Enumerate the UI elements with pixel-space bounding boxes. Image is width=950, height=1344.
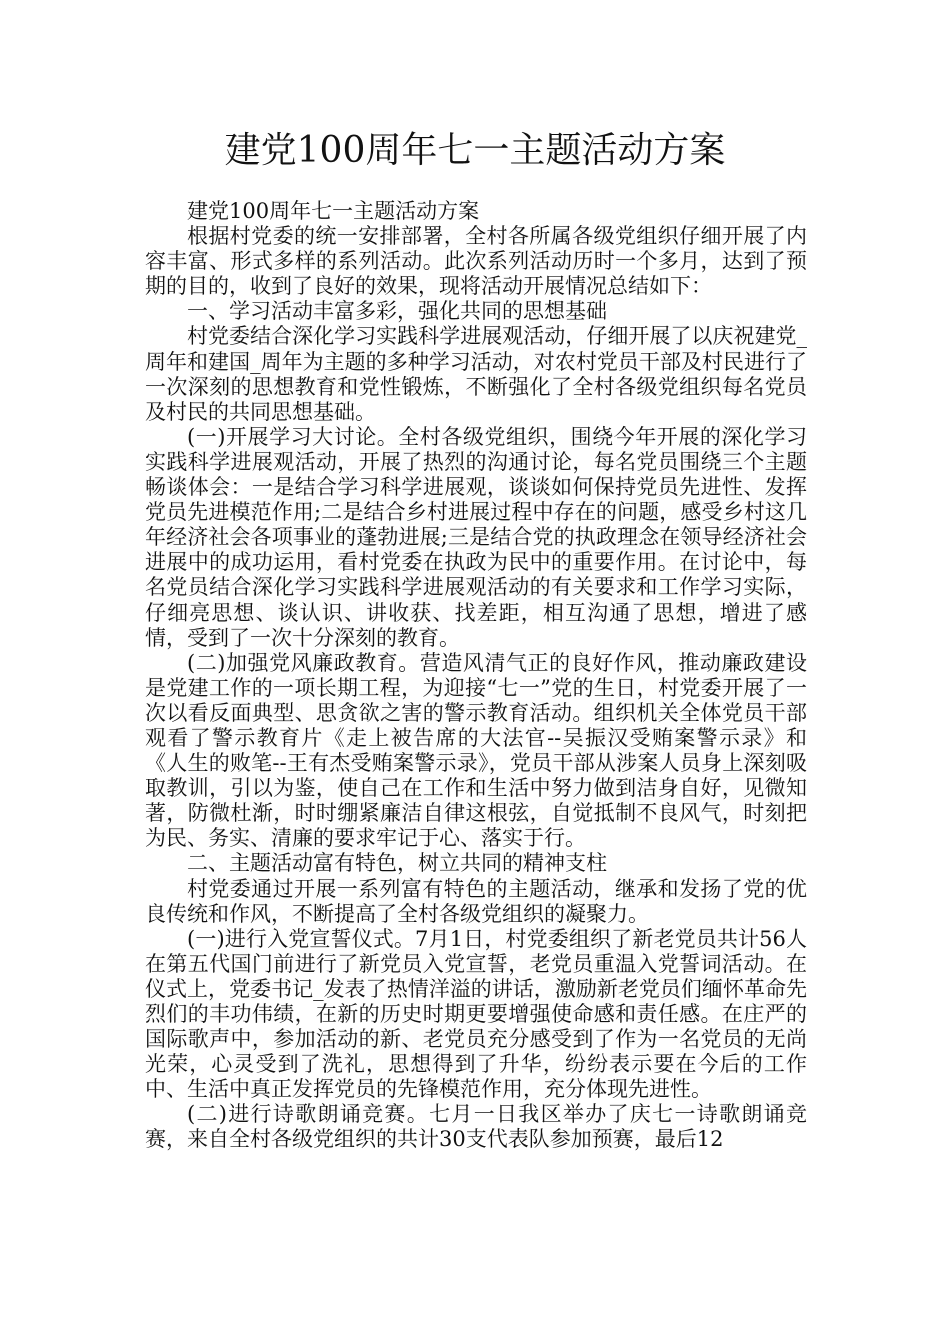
paragraph: (一)开展学习大讨论。全村各级党组织，围绕今年开展的深化学习实践科学进展观活动，开展了热烈的沟通讨论，每名党员围绕三个主题畅谈体会：一是结合学习科学进展观，谈谈如何保持党员先进性、发挥党员先进模范作用;二是结合乡村进展过程中存在的问题，感受乡村这几年经济社会各项事业的蓬勃进展;三是结合党的执政理念在领导经济社会进展中的成功运用，看村党委在执政为民中的重要作用。在讨论中，每名党员结合深化学习实践科学进展观活动的有关要求和工作学习实际，仔细亮思想、谈认识、讲收获、找差距，相互沟通了思想，增进了感情，受到了一次十分深刻的教育。 [145, 424, 807, 650]
section-heading-1: 一、学习活动丰富多彩，强化共同的思想基础 [187, 299, 607, 324]
paragraph: (一)进行入党宣誓仪式。7月1日，村党委组织了新老党员共计56人在第五代国门前进行了新党员入党宣誓，老党员重温入党誓词活动。在仪式上，党委书记_发表了热情洋溢的讲话，激励新老党员们缅怀革命先烈们的丰功伟绩，在新的历史时期更要增强使命感和责任感。在庄严的国际歌声中，参加活动的新、老党员充分感受到了作为一名党员的无尚光荣，心灵受到了洗礼，思想得到了升华，纷纷表示要在今后的工作中、生活中真正发挥党员的先锋模范作用，充分体现先进性。 [145, 926, 807, 1102]
document-body [145, 199, 807, 1153]
paragraph: 村党委通过开展一系列富有特色的主题活动，继承和发扬了党的优良传统和作风，不断提高了全村各级党组织的凝聚力。 [145, 876, 807, 926]
document-title: 建党100周年七一主题活动方案 [224, 130, 726, 171]
paragraph-intro: 根据村党委的统一安排部署，全村各所属各级党组织仔细开展了内容丰富、形式多样的系列活动。此次系列活动历时一个多月，达到了预期的目的，收到了良好的效果，现将活动开展情况总结如下： [145, 224, 807, 299]
paragraph: (二)加强党风廉政教育。营造风清气正的良好作风，推动廉政建设是党建工作的一项长期工程，为迎接“七一”党的生日，村党委开展了一次以看反面典型、思贪欲之害的警示教育活动。组织机关全体党员干部观看了警示教育片《走上被告席的大法官--吴振汉受贿案警示录》和《人生的败笔--王有杰受贿案警示录》，党员干部从涉案人员身上深刻吸取教训，引以为鉴，使自己在工作和生活中努力做到洁身自好，见微知著，防微杜渐，时时绷紧廉洁自律这根弦，自觉抵制不良风气，时刻把为民、务实、清廉的要求牢记于心、落实于行。 [145, 650, 807, 851]
section-heading-2: 二、主题活动富有特色，树立共同的精神支柱 [187, 851, 607, 876]
paragraph: 村党委结合深化学习实践科学进展观活动，仔细开展了以庆祝建党_周年和建国_周年为主题的多种学习活动，对农村党员干部及村民进行了一次深刻的思想教育和党性锻炼，不断强化了全村各级党组织每名党员及村民的共同思想基础。 [145, 324, 807, 424]
paragraph-subtitle: 建党100周年七一主题活动方案 [187, 199, 480, 223]
paragraph: (二)进行诗歌朗诵竞赛。七月一日我区举办了庆七一诗歌朗诵竞赛，来自全村各级党组织的共计30支代表队参加预赛，最后12 [145, 1102, 807, 1152]
